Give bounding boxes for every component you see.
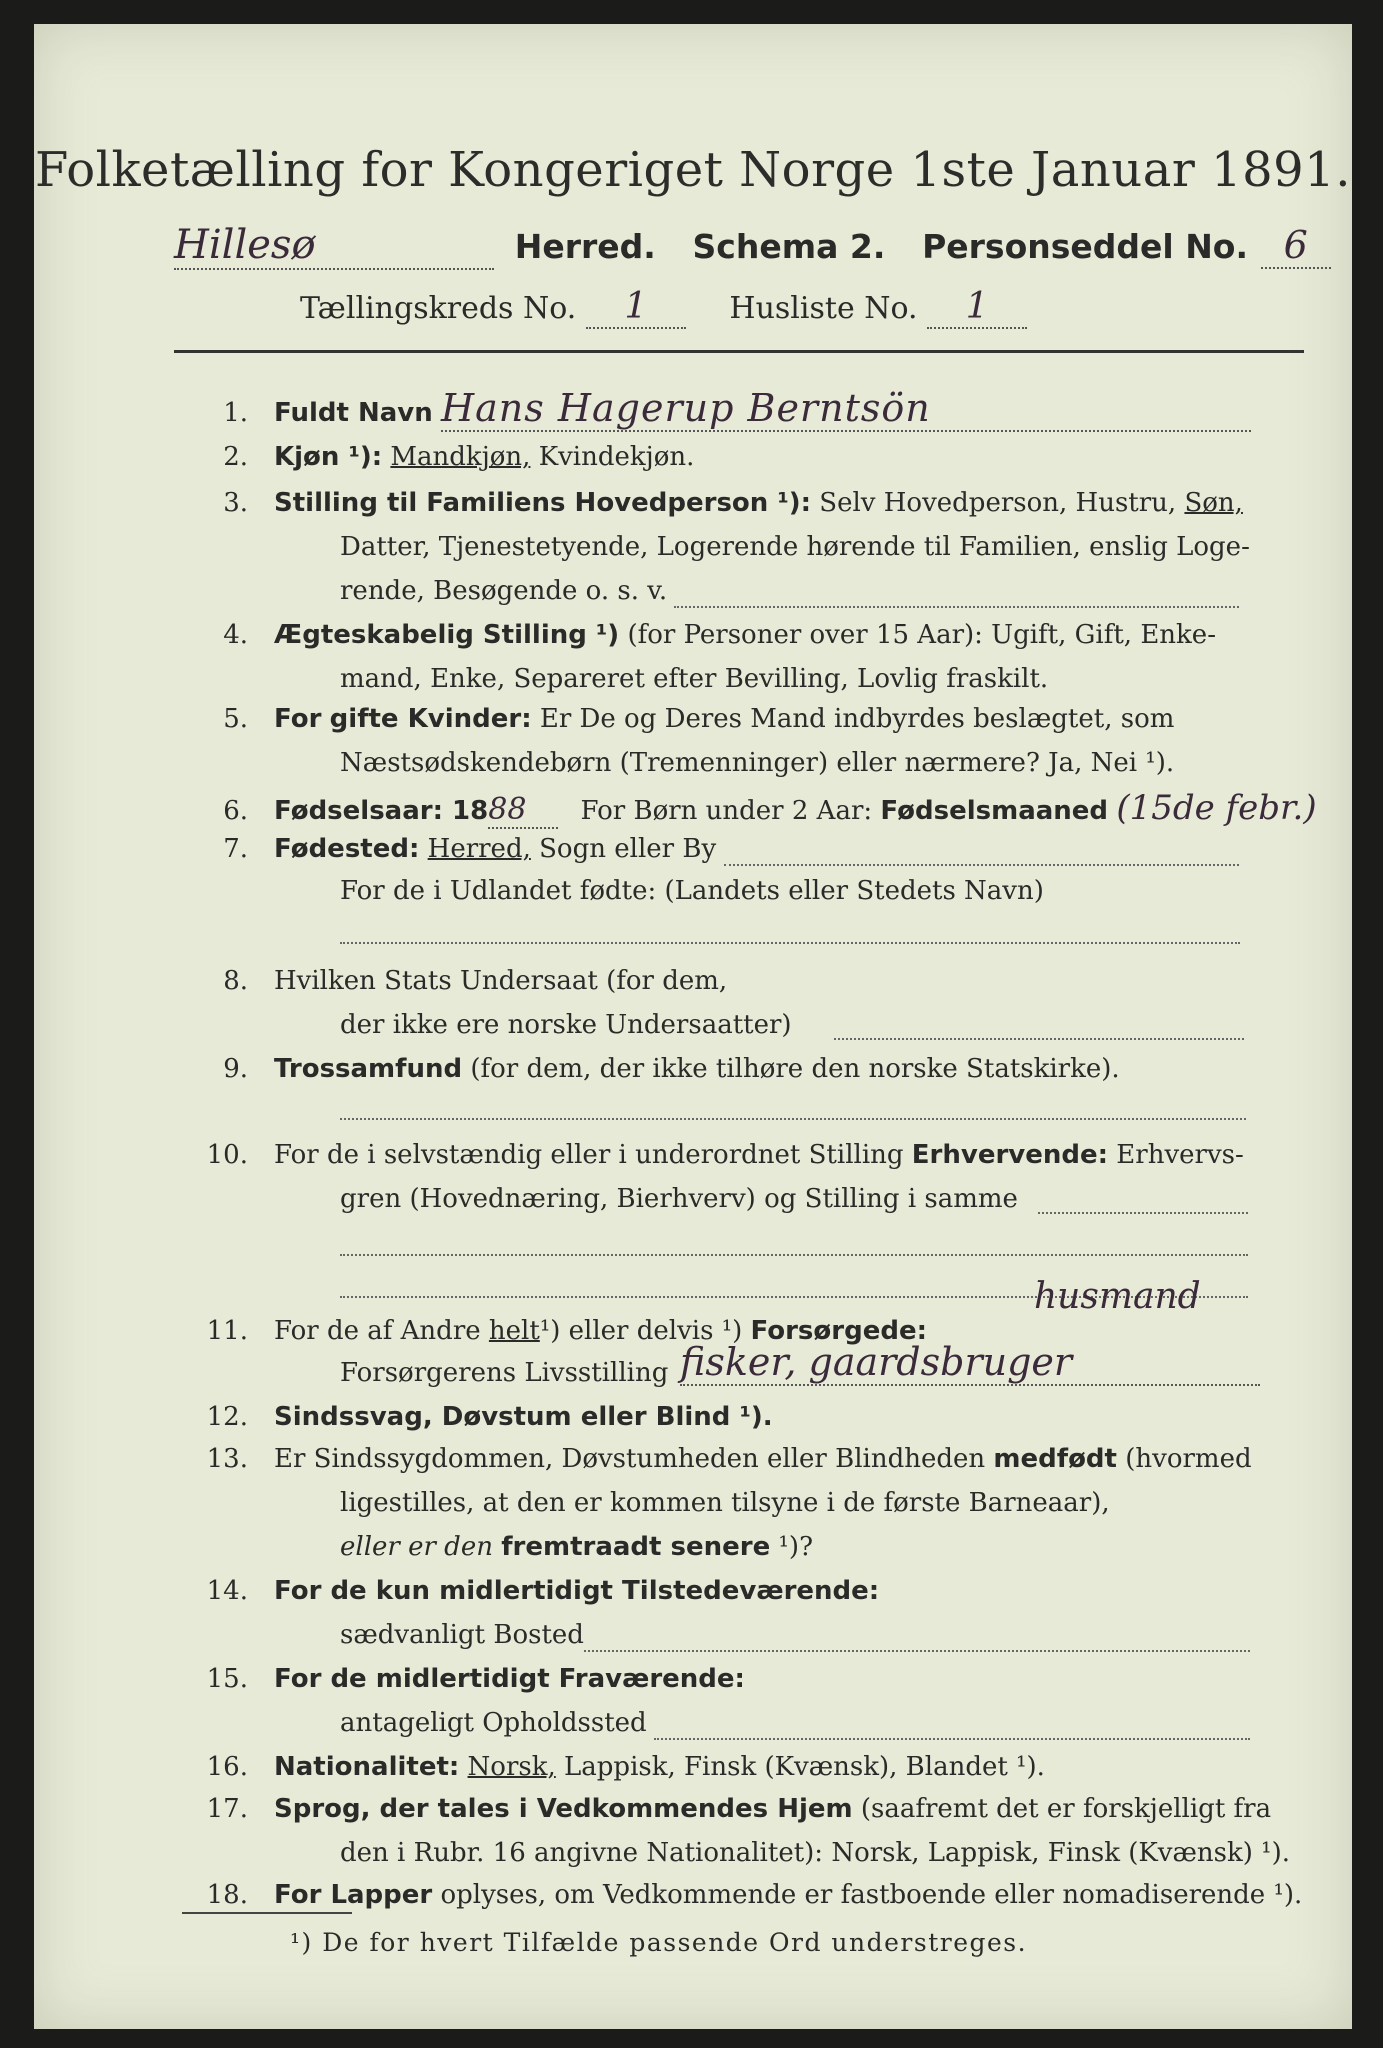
kreds-label: Tællingskreds No.: [300, 291, 577, 326]
q3-dotline: [674, 606, 1239, 608]
q2-label: Kjøn ¹):: [274, 442, 383, 472]
q18-number: 18.: [206, 1880, 248, 1910]
kreds-number: 1: [586, 286, 686, 329]
question-16: [184, 1752, 1045, 1782]
q11-handwritten-answer: fisker, gaardsbruger: [680, 1340, 1260, 1386]
question-15: [184, 1664, 745, 1694]
q14-number: 14.: [206, 1576, 248, 1606]
question-1: [184, 386, 1251, 432]
q6-label: Fødselsaar: 18: [274, 796, 489, 826]
question-2: [184, 442, 694, 472]
question-6: [184, 788, 1317, 829]
q9-label: Trossamfund: [274, 1054, 463, 1084]
q3-number: 3.: [223, 488, 248, 518]
q7-number: 7.: [223, 834, 248, 864]
q13-line2: ligestilles, at den er kommen tilsyne i de første Barneaar),: [340, 1488, 1110, 1518]
q8-line2: der ikke ere norske Undersaatter): [340, 1010, 792, 1040]
question-5: [184, 704, 1174, 734]
personseddel-number: 6: [1261, 223, 1331, 269]
q7-option-herred: Herred,: [427, 834, 531, 864]
q8-dotline: [834, 1038, 1244, 1040]
q15-label: For de midlertidigt Fraværende:: [274, 1664, 745, 1694]
herred-row: [174, 222, 1331, 270]
q11-handwritten-top: husmand: [1034, 1276, 1201, 1317]
q1-number: 1.: [223, 398, 248, 428]
q9-dotline: [340, 1118, 1246, 1120]
q10-number: 10.: [206, 1140, 248, 1170]
kreds-row: [300, 286, 1027, 329]
footnote-rule: [182, 1912, 352, 1914]
q7-rest: Sogn eller By: [539, 834, 717, 864]
footnote: ¹) De for hvert Tilfælde passende Ord understreges.: [290, 1928, 1028, 1957]
q14-line2: sædvanligt Bosted: [340, 1620, 584, 1650]
q10-dotline: [1038, 1212, 1248, 1214]
q6-month-label: Fødselsmaaned: [880, 796, 1109, 826]
question-10: [184, 1140, 1244, 1170]
q17-line2: den i Rubr. 16 angivne Nationalitet): Norsk, Lappisk, Finsk (Kvænsk) ¹).: [340, 1838, 1291, 1868]
q16-label: Nationalitet:: [274, 1752, 460, 1782]
q13-line3-label: fremtraadt senere: [501, 1532, 771, 1562]
question-7: [184, 834, 716, 864]
q14-label: For de kun midlertidigt Tilstedeværende:: [274, 1576, 880, 1606]
husliste-label: Husliste No.: [729, 291, 918, 326]
q18-rest: oplyses, om Vedkommende er fastboende eller nomadiserende ¹).: [440, 1880, 1303, 1910]
q13-line3-end: ¹)?: [778, 1532, 814, 1562]
q6-month-handwritten: (15de febr.): [1116, 788, 1317, 828]
q15-dotline: [654, 1738, 1250, 1740]
herred-name-handwritten: Hillesø: [174, 222, 494, 270]
q13-label: medfødt: [993, 1444, 1117, 1474]
q7-dotline: [724, 864, 1239, 866]
form-title: Folketælling for Kongeriget Norge 1ste Januar 1891.: [35, 142, 1351, 198]
q17-label: Sprog, der tales i Vedkommendes Hjem: [274, 1794, 853, 1824]
q15-number: 15.: [206, 1664, 248, 1694]
q5-label: gifte Kvinder:: [329, 704, 532, 734]
question-14: [184, 1576, 879, 1606]
census-form-page: [34, 24, 1352, 2029]
q15-line2: antageligt Opholdssted: [340, 1708, 647, 1738]
q9-number: 9.: [223, 1054, 248, 1084]
q4-line2: mand, Enke, Separeret efter Bevilling, Lovlig fraskilt.: [340, 664, 1049, 694]
question-8: [184, 966, 727, 996]
q5-line2: Næstsødskendebørn (Tremenninger) eller nærmere? Ja, Nei ¹).: [340, 748, 1175, 778]
q5-text: Er De og Deres Mand indbyrdes beslægtet, som: [539, 704, 1175, 734]
q17-number: 17.: [206, 1794, 248, 1824]
q10-end: Erhvervs-: [1116, 1140, 1244, 1170]
q2-option-kvindekjon: Kvindekjøn.: [538, 442, 695, 472]
q5-label-pre: For: [274, 704, 322, 734]
q8-line1: Hvilken Stats Undersaat (for dem,: [274, 966, 728, 996]
q7-line2: For de i Udlandet fødte: (Landets eller Stedets Navn): [340, 876, 1044, 906]
question-4: [184, 620, 1216, 650]
q2-number: 2.: [223, 442, 248, 472]
question-12: [184, 1402, 773, 1432]
header-rule: [174, 350, 1304, 353]
q8-number: 8.: [223, 966, 248, 996]
q11-line2: Forsørgerens Livsstilling: [340, 1358, 669, 1388]
q4-label: Ægteskabelig Stilling ¹): [274, 620, 620, 650]
q3-label: Stilling til Familiens Hovedperson ¹):: [274, 488, 812, 518]
q4-number: 4.: [223, 620, 248, 650]
q18-label: For Lapper: [274, 1880, 433, 1910]
q10-line2: gren (Hovednæring, Bierhverv) og Stilling i samme: [340, 1184, 1018, 1214]
q9-rest: (for dem, der ikke tilhøre den norske Statskirke).: [470, 1054, 1120, 1084]
q11-label: Forsørgede:: [750, 1316, 927, 1346]
q17-text: (saafremt det er forskjelligt fra: [860, 1794, 1272, 1824]
q16-rest: Lappisk, Finsk (Kvænsk), Blandet ¹).: [564, 1752, 1045, 1782]
q7-dotline2: [340, 942, 1240, 944]
q10-dotline2: [340, 1254, 1248, 1256]
q16-number: 16.: [206, 1752, 248, 1782]
q11-mid: ¹) eller delvis ¹): [539, 1316, 743, 1346]
question-9: [184, 1054, 1120, 1084]
q5-number: 5.: [223, 704, 248, 734]
q3-option-son: Søn,: [1184, 488, 1243, 518]
husliste-number: 1: [927, 286, 1027, 329]
schema-label: Schema 2.: [692, 227, 886, 266]
q11-number: 11.: [206, 1316, 248, 1346]
q3-line3: rende, Besøgende o. s. v.: [340, 576, 668, 606]
q13-line3: [340, 1532, 813, 1562]
question-17: [184, 1794, 1271, 1824]
q6-year-handwritten: 88: [488, 792, 558, 829]
q14-dotline: [584, 1650, 1250, 1652]
q6-mid-text: For Børn under 2 Aar:: [580, 796, 873, 826]
question-18: [184, 1880, 1302, 1910]
q12-label: Sindssvag, Døvstum eller Blind ¹).: [274, 1402, 773, 1432]
q12-number: 12.: [206, 1402, 248, 1432]
q11-text: For de af Andre: [274, 1316, 481, 1346]
q13-number: 13.: [206, 1444, 248, 1474]
q3-options: Selv Hovedperson, Hustru,: [819, 488, 1177, 518]
q16-option-norsk: Norsk,: [467, 1752, 556, 1782]
q2-option-mandkjon: Mandkjøn,: [390, 442, 531, 472]
q3-line2: Datter, Tjenestetyende, Logerende hørende til Familien, enslig Loge-: [340, 532, 1250, 562]
personseddel-label: Personseddel No.: [922, 227, 1249, 266]
q1-name-handwritten: Hans Hagerup Berntsön: [441, 386, 1251, 432]
q13-end: (hvormed: [1125, 1444, 1252, 1474]
q11-option-helt: helt: [488, 1316, 540, 1346]
q1-label: Fuldt Navn: [274, 398, 433, 428]
q7-label: Fødested:: [274, 834, 420, 864]
question-13: [184, 1444, 1252, 1474]
herred-label: Herred.: [514, 227, 656, 266]
q6-number: 6.: [223, 796, 248, 826]
question-3: [184, 488, 1243, 518]
q13-line3-pre: eller er den: [340, 1532, 493, 1562]
q10-label: Erhvervende:: [911, 1140, 1109, 1170]
q13-text: Er Sindssygdommen, Døvstumheden eller Blindheden: [274, 1444, 986, 1474]
q4-options: (for Personer over 15 Aar): Ugift, Gift, Enke-: [627, 620, 1216, 650]
q10-text: For de i selvstændig eller i underordnet Stilling: [274, 1140, 904, 1170]
